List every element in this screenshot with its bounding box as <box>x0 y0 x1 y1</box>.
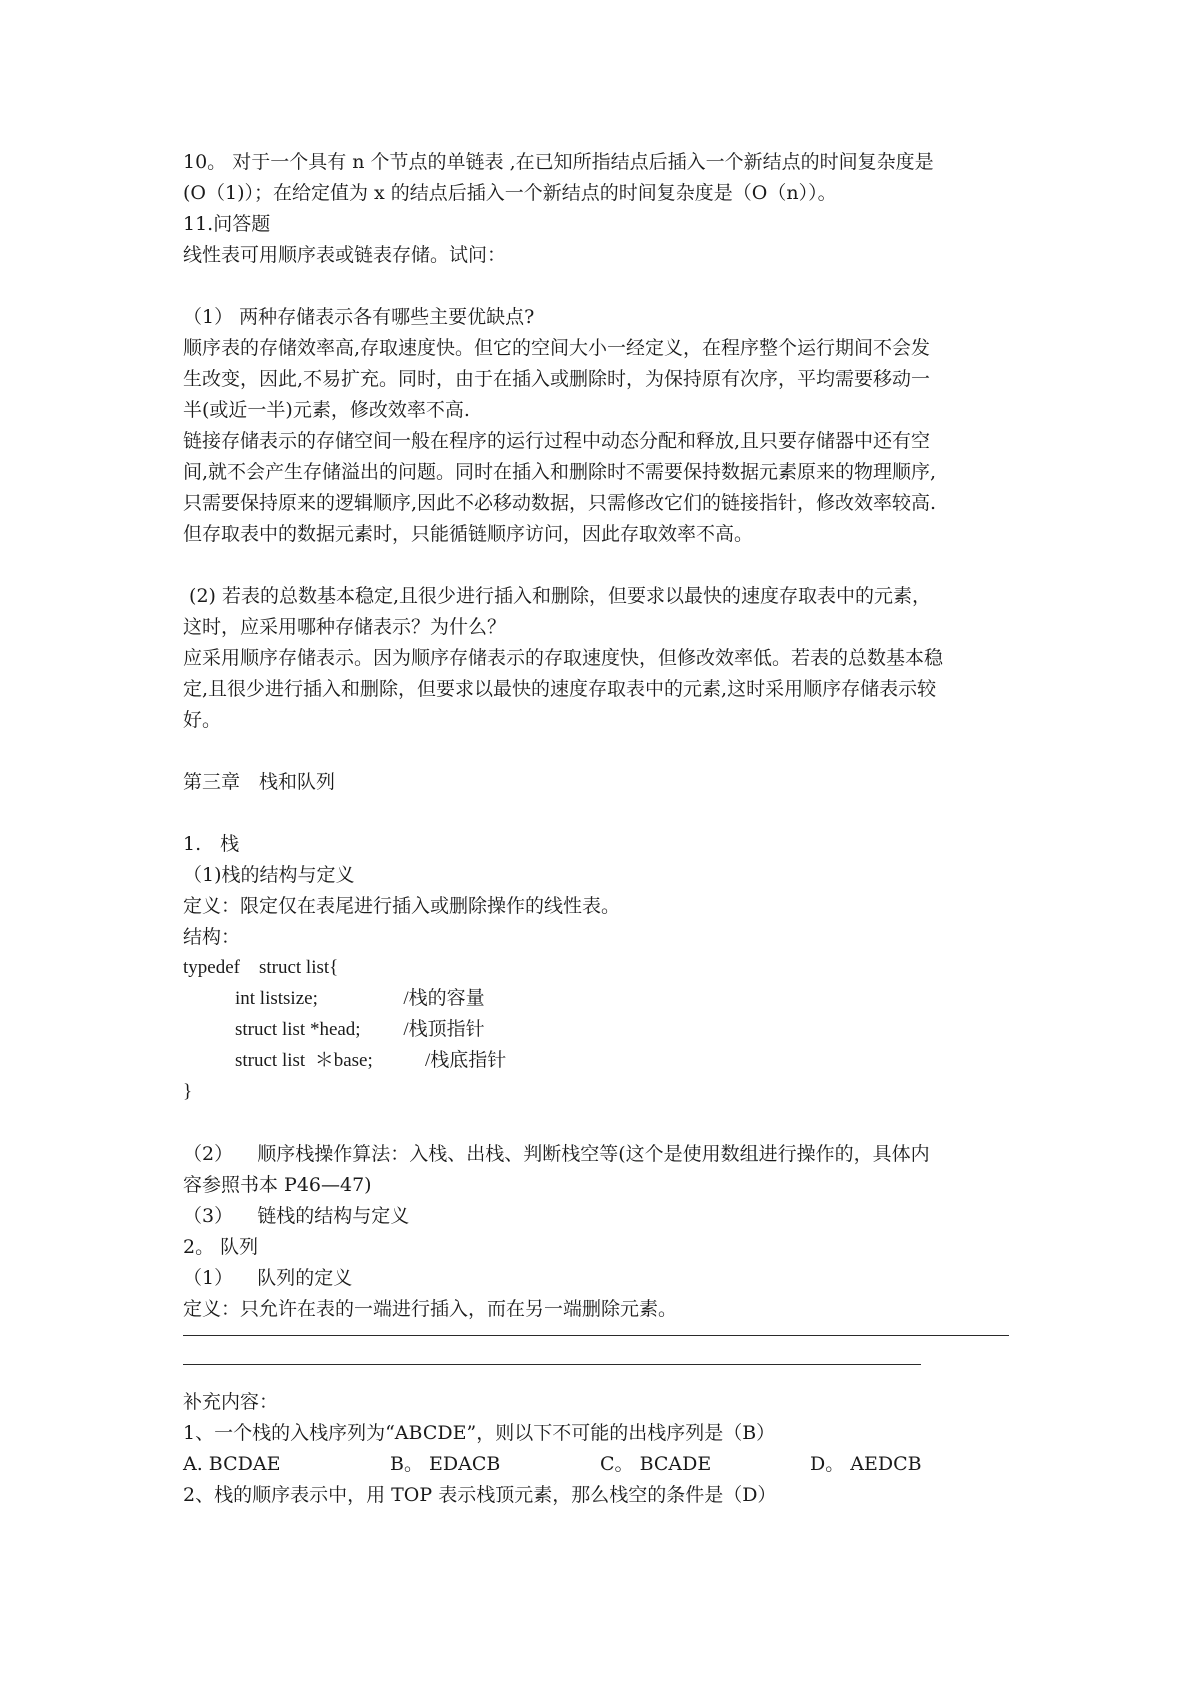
q1-option-b: B。 EDACB <box>390 1453 501 1475</box>
stack-sub2-line: （2） 顺序栈操作算法：入栈、出栈、判断栈空等(这个是使用数组进行操作的，具体内 <box>183 1143 930 1165</box>
q11-title: 11.问答题 <box>183 213 271 235</box>
queue-sub1: （1） 队列的定义 <box>183 1267 353 1289</box>
queue-heading: 2。 队列 <box>183 1236 259 1258</box>
stack-sub3: （3） 链栈的结构与定义 <box>183 1205 410 1227</box>
code-close-brace: } <box>183 1081 193 1102</box>
supplement-q2: 2、栈的顺序表示中，用 TOP 表示栈顶元素，那么栈空的条件是（D） <box>183 1484 777 1506</box>
q1-option-a: A. BCDAE <box>183 1453 281 1475</box>
supplement-title: 补充内容： <box>183 1391 279 1413</box>
q11-sub1-answer-line: 只需要保持原来的逻辑顺序,因此不必移动数据，只需修改它们的链接指针，修改效率较高. <box>183 492 937 514</box>
q11-sub1-answer-line: 间,就不会产生存储溢出的问题。同时在插入和删除时不需要保持数据元素原来的物理顺序, <box>183 461 937 483</box>
stack-sub2-line: 容参照书本 P46—47) <box>183 1174 372 1196</box>
q11-sub1-answer-line: 但存取表中的数据元素时，只能循链顺序访问，因此存取效率不高。 <box>183 523 754 545</box>
code-line: int listsize; /栈的容量 <box>235 988 485 1009</box>
q11-sub2-question-line: (2) 若表的总数基本稳定,且很少进行插入和删除，但要求以最快的速度存取表中的元素， <box>183 585 932 607</box>
code-line: struct list *head; /栈顶指针 <box>235 1019 485 1040</box>
separator-line <box>183 1335 1009 1336</box>
queue-definition: 定义：只允许在表的一端进行插入，而在另一端删除元素。 <box>183 1298 678 1320</box>
q11-sub2-question-line: 这时，应采用哪种存储表示？为什么？ <box>183 616 507 638</box>
q1-option-c: C。 BCADE <box>600 1453 712 1475</box>
q11-sub2-answer-line: 定,且很少进行插入和删除，但要求以最快的速度存取表中的元素,这时采用顺序存储表示较 <box>183 678 937 700</box>
q1-option-d: D。 AEDCB <box>810 1453 922 1475</box>
code-line: struct list ＊base; /栈底指针 <box>235 1050 507 1071</box>
q11-sub1-question: （1） 两种存储表示各有哪些主要优缺点? <box>183 306 535 328</box>
stack-heading: 1. 栈 <box>183 833 240 855</box>
chapter-title: 第三章 栈和队列 <box>183 771 336 793</box>
separator-line <box>183 1364 921 1365</box>
q10-line-2: (O（1)）；在给定值为 x 的结点后插入一个新结点的时间复杂度是（O（n））。 <box>183 182 837 204</box>
q11-sub1-answer-line: 链接存储表示的存储空间一般在程序的运行过程中动态分配和释放,且只要存储器中还有空 <box>183 430 931 452</box>
q11-sub2-answer-line: 好。 <box>183 709 222 731</box>
q11-sub1-answer-line: 生改变，因此,不易扩充。同时，由于在插入或删除时，为保持原有次序，平均需要移动一 <box>183 368 931 390</box>
stack-structure-label: 结构： <box>183 926 241 948</box>
supplement-q1: 1、一个栈的入栈序列为“ABCDE”，则以下不可能的出栈序列是（B） <box>183 1422 776 1444</box>
code-typedef-line: typedef struct list{ <box>183 957 339 978</box>
q11-sub1-answer-line: 半(或近一半)元素，修改效率不高. <box>183 399 470 421</box>
q10-line-1: 10。 对于一个具有 n 个节点的单链表 ,在已知所指结点后插入一个新结点的时间复杂度是 <box>183 151 934 173</box>
q11-sub2-answer-line: 应采用顺序存储表示。因为顺序存储表示的存取速度快，但修改效率低。若表的总数基本稳 <box>183 647 944 669</box>
q11-intro: 线性表可用顺序表或链表存储。试问： <box>183 244 507 266</box>
q11-sub1-answer-line: 顺序表的存储效率高,存取速度快。但它的空间大小一经定义，在程序整个运行期间不会发 <box>183 337 931 359</box>
stack-sub1: （1)栈的结构与定义 <box>183 864 355 886</box>
stack-definition: 定义：限定仅在表尾进行插入或删除操作的线性表。 <box>183 895 621 917</box>
